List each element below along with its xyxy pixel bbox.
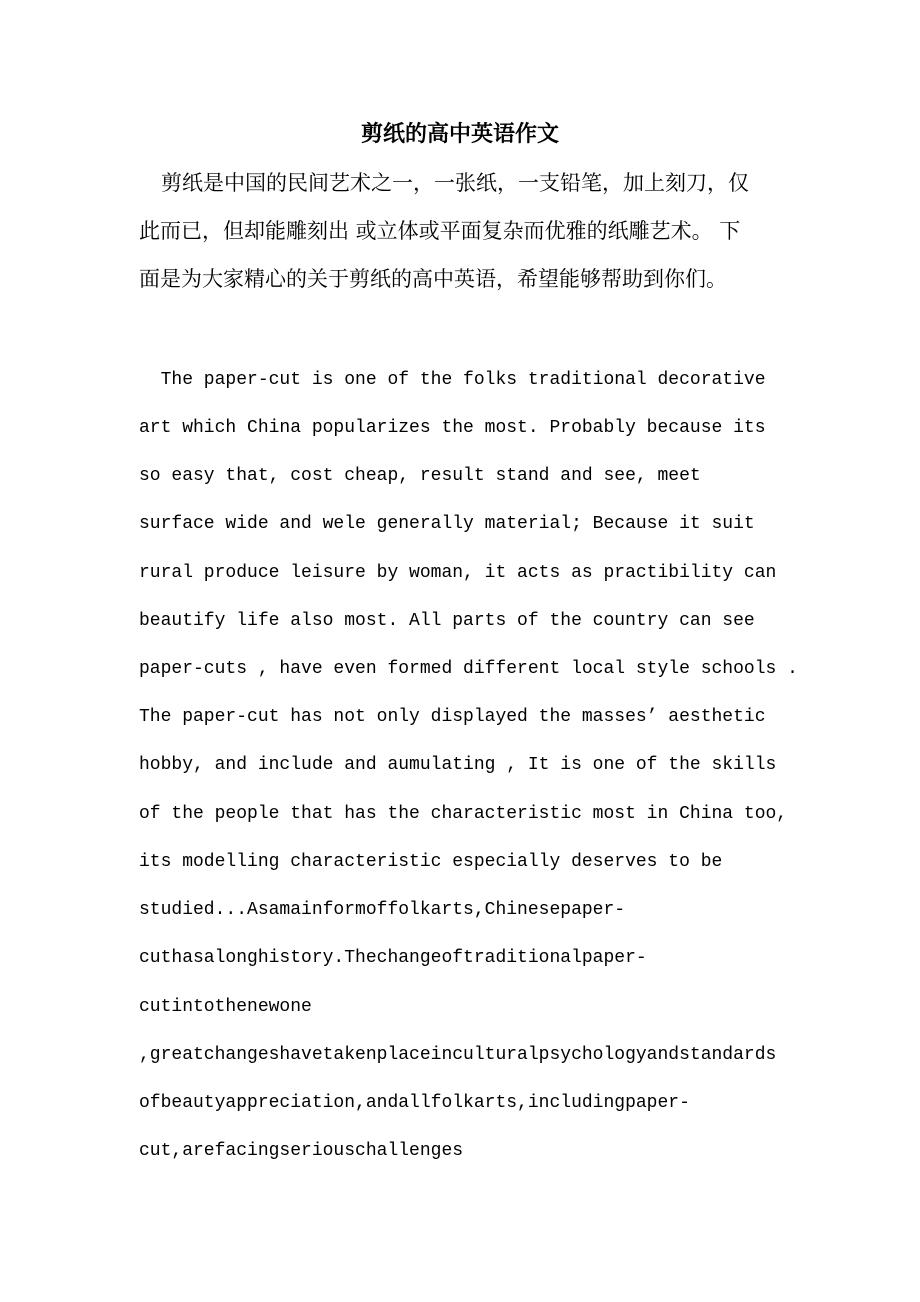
english-paragraph-line: studied...Asamainformoffolkarts,Chinesepaper- bbox=[139, 900, 626, 920]
english-paragraph-line: ,greatchangeshavetakenplaceinculturalpsychologyandstandards bbox=[139, 1045, 777, 1065]
english-paragraph-line: art which China popularizes the most. Probably because its bbox=[139, 418, 766, 438]
english-paragraph-line: cutintothenewone bbox=[139, 997, 312, 1017]
english-paragraph-line: of the people that has the characteristic most in China too, bbox=[139, 804, 788, 824]
english-paragraph-line: beautify life also most. All parts of the country can see bbox=[139, 611, 755, 631]
english-paragraph-line: surface wide and wele generally material; Because it suit bbox=[139, 514, 755, 534]
english-paragraph-line: paper-cuts , have even formed different local style schools . bbox=[139, 659, 798, 679]
english-paragraph-line: its modelling characteristic especially deserves to be bbox=[139, 852, 723, 872]
document-title: 剪纸的高中英语作文 bbox=[360, 121, 559, 147]
english-paragraph-line: cuthasalonghistory.Thechangeoftraditionalpaper- bbox=[139, 948, 647, 968]
english-paragraph-line: so easy that, cost cheap, result stand and see, meet bbox=[139, 466, 701, 486]
chinese-paragraph-line: 面是为大家精心的关于剪纸的高中英语，希望能够帮助到你们。 bbox=[139, 267, 727, 291]
english-paragraph-line: ofbeautyappreciation,andallfolkarts,includingpaper- bbox=[139, 1093, 690, 1113]
chinese-paragraph-line: 此而已，但却能雕刻出 或立体或平面复杂而优雅的纸雕艺术。 下 bbox=[139, 219, 741, 243]
english-paragraph-line: hobby, and include and aumulating , It is one of the skills bbox=[139, 755, 777, 775]
english-paragraph-line: rural produce leisure by woman, it acts as practibility can bbox=[139, 563, 777, 583]
english-paragraph-line: cut,arefacingseriouschallenges bbox=[139, 1141, 464, 1161]
english-paragraph-line: The paper-cut is one of the folks traditional decorative bbox=[139, 370, 766, 390]
chinese-paragraph-line: 剪纸是中国的民间艺术之一，一张纸，一支铅笔，加上刻刀，仅 bbox=[161, 171, 749, 195]
english-paragraph-line: The paper-cut has not only displayed the masses’ aesthetic bbox=[139, 707, 766, 727]
